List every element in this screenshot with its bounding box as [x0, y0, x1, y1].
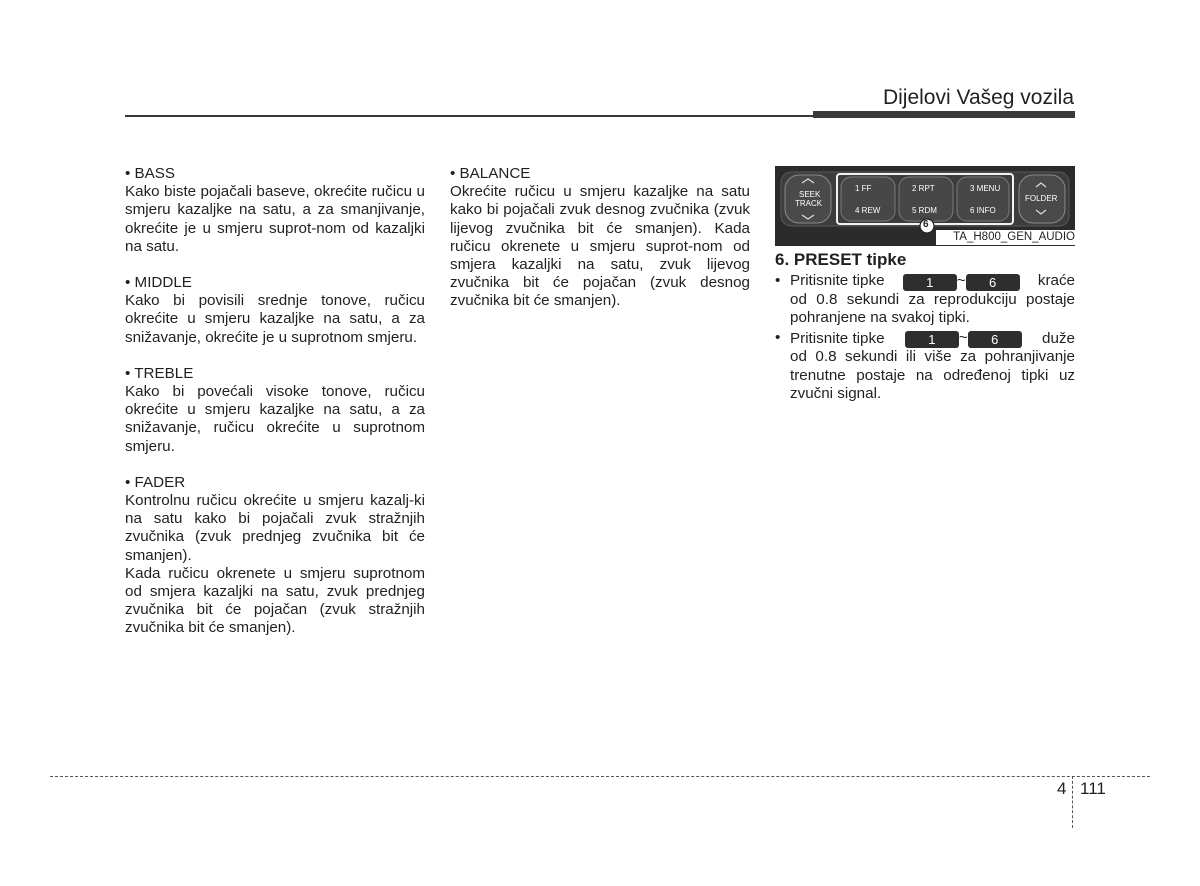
preset-item-1-pre: Pritisnite tipke	[790, 272, 885, 290]
balance-heading: • BALANCE	[450, 165, 531, 182]
preset-3-label: 3 MENU	[970, 184, 1001, 193]
fader-text-2: Kada ručicu okrenete u smjeru suprotnom od smjera kazaljki na satu, zvuk prednjeg zvučnika bit će pojačan (zvuk stražnjih zvučnika bit će smanjen).	[125, 564, 425, 637]
fader-heading: • FADER	[125, 473, 186, 491]
preset-4-label: 4 REW	[855, 206, 881, 215]
preset-1-label: 1 FF	[855, 184, 872, 193]
header-bar	[813, 111, 1075, 118]
page-header-title: Dijelovi Vašeg vozila	[882, 86, 1074, 109]
column-1	[125, 165, 425, 656]
key-6-badge: 6	[968, 331, 1022, 348]
column-2	[450, 165, 750, 329]
section-balance	[450, 165, 750, 311]
preset-item-2-keys	[905, 329, 1022, 348]
preset-item-1-keys	[903, 272, 1020, 291]
seek-label: SEEK	[799, 190, 821, 199]
column-3	[775, 250, 1075, 403]
callout-number: 6	[923, 219, 929, 230]
key-1-badge: 1	[903, 274, 957, 291]
preset-6-label: 6 INFO	[970, 206, 996, 215]
treble-heading: • TREBLE	[125, 364, 194, 382]
bullet-dot: •	[775, 272, 781, 289]
preset-heading: 6. PRESET tipke	[775, 250, 907, 269]
tilde: ~	[958, 329, 968, 347]
preset-2-label: 2 RPT	[912, 184, 935, 193]
tilde: ~	[956, 272, 966, 289]
preset-item-2-word: duže	[1042, 329, 1075, 347]
preset-item-1	[775, 272, 1075, 327]
key-1-badge: 1	[905, 331, 959, 348]
figure-caption: TA_H800_GEN_AUDIO	[936, 230, 1075, 245]
section-bass	[125, 165, 425, 256]
preset-item-1-word: kraće	[1037, 272, 1075, 290]
preset-item-1-keyrow	[790, 272, 1075, 291]
preset-item-2	[775, 329, 1075, 403]
balance-text: Okrećite ručicu u smjeru kazaljke na satu kako bi pojačali zvuk desnog zvučnika (zvuk lijevog zvučnika bit će smanjen). Kada ručicu okrenete u smjeru suprot-nom od smjera kazaljki na satu, zvuk lijevog zvučnika bit će pojačan (zvuk desnog zvučnika bit će smanjen).	[450, 183, 750, 310]
preset-item-2-rest: od 0.8 sekundi ili više za pohranjivanje trenutne postaje na određenoj tipki uz zvučni signal.	[790, 348, 1075, 402]
fader-text-1: Kontrolnu ručicu okrećite u smjeru kazalj-ki na satu kako bi pojačali zvuk stražnjih zvučnika (zvuk prednjeg zvučnika bit će smanjen).	[125, 492, 425, 564]
audio-control-panel-figure	[775, 166, 1075, 246]
preset-item-1-rest: od 0.8 sekundi za reprodukciju postaje pohranjene na svakoj tipki.	[790, 291, 1075, 327]
track-label: TRACK	[795, 199, 823, 208]
section-treble	[125, 365, 425, 456]
preset-item-2-pre: Pritisnite tipke	[790, 329, 885, 347]
chapter-number: 4	[1057, 779, 1067, 798]
section-middle	[125, 274, 425, 347]
bass-text: Kako biste pojačali baseve, okrećite ručicu u smjeru kazaljke na satu, a za smanjivanje, okrećite je u smjeru suprot-nom od kazaljki na satu.	[125, 183, 425, 255]
treble-text: Kako bi povećali visoke tonove, ručicu okrećite u smjeru kazaljke na satu, a za snižavanje, ručicu okrećite u suprotnom smjeru.	[125, 383, 425, 455]
key-6-badge: 6	[966, 274, 1020, 291]
preset-item-2-keyrow	[790, 329, 1075, 348]
middle-heading: • MIDDLE	[125, 274, 192, 292]
page-number: 111	[1080, 779, 1106, 798]
bullet-dot: •	[775, 329, 781, 347]
folder-label: FOLDER	[1025, 194, 1058, 203]
section-fader	[125, 474, 425, 638]
middle-text: Kako bi povisili srednje tonove, ručicu okrećite u smjeru kazaljke na satu, a za snižavanje, okrećite je u suprotnom smjeru.	[125, 292, 425, 346]
footer-divider	[1072, 776, 1073, 828]
footer-rule	[50, 776, 1150, 777]
bass-heading: • BASS	[125, 165, 176, 182]
preset-5-label: 5 RDM	[912, 206, 937, 215]
